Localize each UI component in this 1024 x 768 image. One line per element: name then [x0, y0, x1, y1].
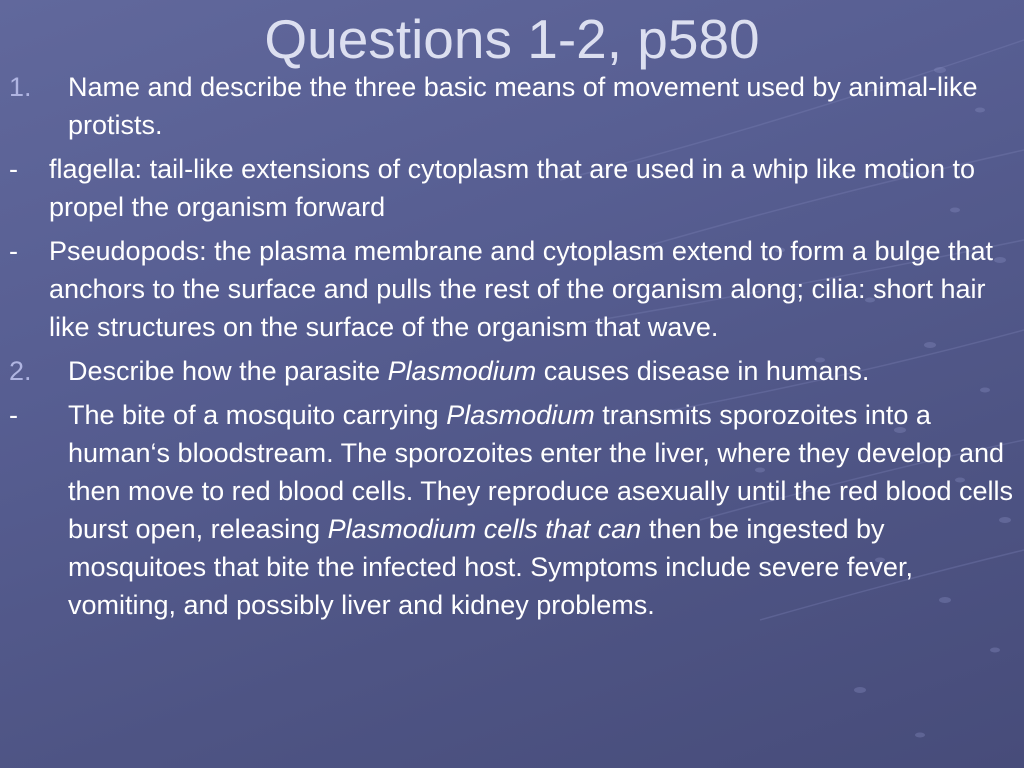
list-number: 1.: [9, 72, 32, 102]
question-1-text: Name and describe the three basic means of movement used by animal-like protists.: [68, 72, 978, 140]
answer-2-text: [68, 396, 1016, 624]
question-2-text-end: causes disease in humans.: [536, 356, 870, 386]
answer-2-part-1: The bite of a mosquito carrying: [68, 400, 447, 430]
question-2: [0, 352, 1024, 390]
answer-2-italic-1: Plasmodium: [446, 400, 595, 430]
answer-2-part-2: transmits sporozoites into a human‘s bloodstream. The sporozoites enter the liver, where they develop and then move to red blood cells. They reproduce asexually until the red blood cells burst open, releasing: [68, 400, 1014, 544]
answer-1-flagella: [0, 150, 1024, 226]
answer-2: [0, 396, 1024, 624]
question-2-text-start: Describe how the parasite: [68, 356, 388, 386]
question-2-italic: Plasmodium: [387, 356, 537, 386]
answer-1-pseudopods: [0, 232, 1024, 346]
answer-1-pseudopods-text: Pseudopods: the plasma membrane and cytoplasm extend to form a bulge that anchors to the surface and pulls the rest of the organism along; cilia: short hair like structures on the surface of the organism that wave.: [49, 236, 994, 342]
question-2-text: [68, 352, 994, 390]
slide-body: [0, 68, 1024, 630]
question-1: [0, 68, 1024, 144]
answer-2-part-3: then be ingested by mosquitoes that bite the infected host. Symptoms include severe fever, vomiting, and possibly liver and kidney problems.: [68, 514, 913, 620]
list-dash: -: [9, 400, 18, 430]
list-dash: -: [9, 154, 18, 184]
slide-title: Questions 1-2, p580: [264, 8, 760, 70]
list-number: 2.: [9, 356, 32, 386]
answer-2-italic-2: Plasmodium cells that can: [327, 514, 642, 544]
answer-1-flagella-text: flagella: tail-like extensions of cytoplasm that are used in a whip like motion to propel the organism forward: [49, 154, 975, 222]
list-dash: -: [9, 236, 18, 266]
